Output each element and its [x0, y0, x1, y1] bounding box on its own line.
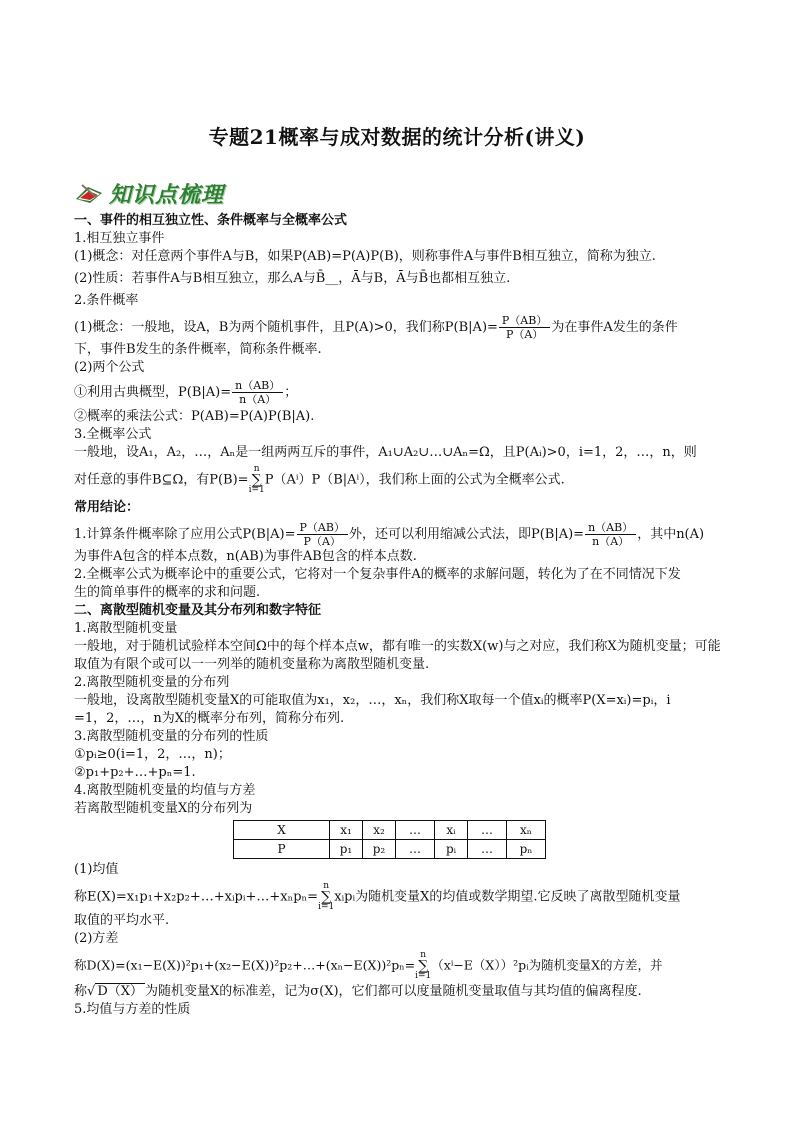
sqrt-content: D（X） [97, 984, 143, 999]
table-cell: p₁ [330, 840, 363, 859]
section-heading: 一、事件的相互独立性、条件概率与全概率公式 [74, 213, 348, 228]
table-cell: … [468, 821, 507, 840]
text-run: 为在事件A发生的条件 [551, 320, 678, 335]
numerator: P（AB） [499, 314, 550, 328]
text-run: 1.计算条件概率除了应用公式P(B|A)= [74, 527, 296, 542]
text-run: 外，还可以利用缩减公式法，即P(B|A)= [348, 527, 585, 542]
text-run: 称E(X)=x₁p₁+x₂p₂+…+xᵢpᵢ+…+xₙpₙ= [74, 889, 319, 905]
paragraph: (2)性质：若事件A与B相互独立，那么A与B̄__，Ā与B，Ā与B̄也都相互独立. [74, 271, 511, 286]
table-cell: p₂ [363, 840, 396, 859]
sum-upper: n [253, 464, 260, 474]
paragraph: 若离散型随机变量X的分布列为 [74, 801, 253, 816]
text-run: 称 [74, 984, 88, 999]
list-item: ②p₁+p₂+…+pₙ=1. [74, 765, 196, 780]
subheading: (1)均值 [74, 862, 119, 877]
subheading: 1.相互独立事件 [74, 231, 165, 246]
subheading: 5.均值与方差的性质 [74, 1002, 191, 1017]
banner-text: 知识点梳理 [109, 183, 225, 208]
paragraph: 一般地，设A₁，A₂，…，Aₙ是一组两两互斥的事件，A₁∪A₂∪…∪Aₙ=Ω，且P(Aᵢ)>0，i=1，2，…，n，则 [74, 445, 697, 460]
document-body [74, 212, 724, 1019]
table-cell: xᵢ [435, 821, 468, 840]
text-run: （xⁱ−E（X））²pᵢ [431, 957, 529, 973]
paragraph: 一般地，设离散型随机变量X的可能取值为x₁，x₂，…，xₙ，我们称X取每一个值xᵢ的概率P(X=xᵢ)=pᵢ，i [74, 693, 671, 708]
numerator: n（AB） [585, 521, 636, 535]
sum-lower: i=1 [248, 485, 265, 495]
table-cell: P [234, 840, 330, 859]
paragraph [74, 465, 724, 495]
paragraph: 下，事件B发生的条件概率，简称条件概率. [74, 342, 322, 357]
paragraph: 一般地，对于随机试验样本空间Ω中的每个样本点w，都有唯一的实数X(w)与之对应，我们称X为随机变量；可能取值为有限个或可以一一列举的随机变量称为离散型随机变量. [74, 639, 721, 672]
subheading: 1.离散型随机变量 [74, 621, 178, 636]
summation: n ∑ i=1 [248, 464, 265, 495]
text-run: 为随机变量X的标准差，记为σ(X)，它们都可以度量随机变量取值与其均值的偏离程度. [145, 984, 642, 999]
text-run: 对任意的事件B⊆Ω，有P(B)= [74, 472, 249, 488]
subheading: 3.离散型随机变量的分布列的性质 [74, 729, 269, 744]
table-cell: x₂ [363, 821, 396, 840]
table-cell: … [396, 821, 435, 840]
paragraph [74, 882, 724, 912]
paragraph: 为事件A包含的样本点数，n(AB)为事件AB包含的样本点数. [74, 549, 417, 564]
text-run: xᵢpᵢ [334, 889, 356, 905]
table-cell: x₁ [330, 821, 363, 840]
subheading: (2)两个公式 [74, 360, 145, 375]
text-run: 为随机变量X的均值或数学期望.它反映了离散型随机变量 [355, 889, 681, 905]
sum-lower: i=1 [415, 971, 432, 981]
table-row [234, 840, 546, 859]
page-title: 专题21概率与成对数据的统计分析(讲义) [208, 125, 586, 149]
sum-upper: n [420, 950, 427, 960]
paragraph: 生的简单事件的概率的求和问题. [74, 585, 261, 600]
paragraph [74, 983, 724, 1001]
list-item: ①pᵢ≥0(i=1，2，…，n)； [74, 747, 231, 762]
paragraph: 取值的平均水平. [74, 913, 170, 928]
denominator: n（A） [592, 535, 630, 548]
table-row [234, 821, 546, 840]
paragraph [74, 314, 724, 341]
table-cell: … [468, 840, 507, 859]
paragraph: =1，2，…，n为X的概率分布列，简称分布列. [74, 711, 345, 726]
subheading: 2.离散型随机变量的分布列 [74, 675, 230, 690]
fraction [232, 379, 283, 406]
paragraph [74, 951, 724, 981]
fraction [585, 521, 636, 548]
text-run: 称D(X)=(x₁−E(X))²p₁+(x₂−E(X))²p₂+…+(xₙ−E(X))²pₙ= [74, 957, 416, 973]
text-run: P（Aⁱ）P（B|Aⁱ） [264, 472, 366, 488]
text-run: 为随机变量X的方差，并 [528, 957, 663, 973]
paragraph: ②概率的乘法公式：P(AB)=P(A)P(B|A). [74, 409, 315, 424]
denominator: n（A） [239, 393, 277, 406]
table-cell: xₙ [507, 821, 546, 840]
text-run: ①利用古典概型，P(B|A)= [74, 385, 232, 400]
distribution-table [233, 820, 546, 859]
table-cell: … [396, 840, 435, 859]
denominator: P（A） [303, 535, 341, 548]
denominator: P（A） [505, 328, 544, 341]
table-cell: pₙ [507, 840, 546, 859]
fraction [297, 521, 348, 548]
paragraph [74, 379, 724, 406]
sum-upper: n [323, 881, 330, 891]
table-cell: pᵢ [435, 840, 468, 859]
fraction [499, 314, 550, 341]
sum-lower: i=1 [318, 902, 335, 912]
subheading: 3.全概率公式 [74, 427, 152, 442]
subheading: 2.条件概率 [74, 293, 139, 308]
text-run: (1)概念：一般地，设A，B为两个随机事件，且P(A)>0，我们称P(B|A)= [74, 320, 498, 335]
subheading: 4.离散型随机变量的均值与方差 [74, 783, 256, 798]
text-run: ，我们称上面的公式为全概率公式. [365, 472, 565, 488]
section-heading: 二、离散型随机变量及其分布列和数字特征 [74, 603, 322, 618]
summation: n ∑ i=1 [415, 950, 432, 981]
book-pen-icon [74, 183, 104, 203]
sqrt-sign: √ [87, 984, 96, 999]
subheading: 常用结论： [74, 500, 140, 515]
numerator: P（AB） [297, 521, 348, 535]
paragraph: (1)概念：对任意两个事件A与B，如果P(AB)=P(A)P(B)，则称事件A与事件B相互独立，简称为独立. [74, 249, 656, 264]
text-run: ，其中n(A) [637, 527, 705, 542]
text-run: ； [284, 385, 298, 400]
subheading: (2)方差 [74, 931, 119, 946]
table-cell: X [234, 821, 330, 840]
numerator: n（AB） [232, 379, 283, 393]
paragraph: 2.全概率公式为概率论中的重要公式，它将对一个复杂事件A的概率的求解问题，转化为了在不同情况下发 [74, 567, 681, 582]
section-banner [74, 177, 244, 207]
paragraph [74, 521, 724, 548]
summation: n ∑ i=1 [318, 881, 335, 912]
